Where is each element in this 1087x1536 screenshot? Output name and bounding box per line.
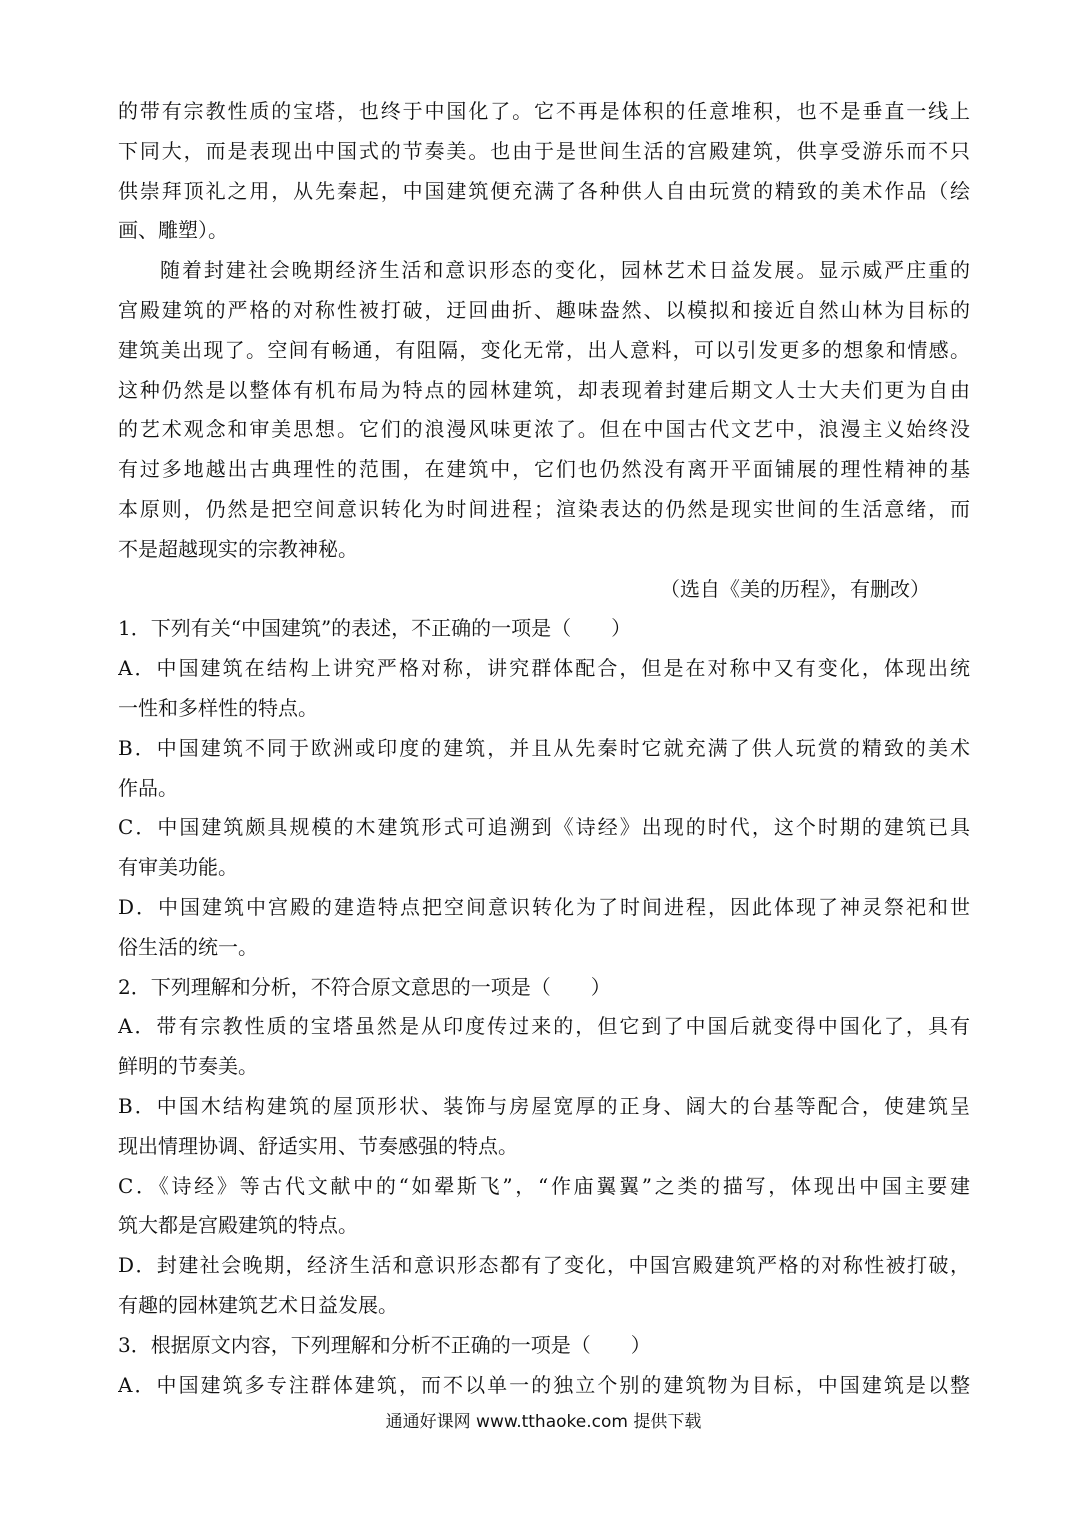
text-line: 的带有宗教性质的宝塔，也终于中国化了。它不再是体积的任意堆积，也不是垂直一线上 <box>118 99 970 123</box>
text-line: 供崇拜顶礼之用，从先秦起，中国建筑便充满了各种供人自由玩赏的精致的美术作品（绘 <box>118 178 970 203</box>
page-footer: 通通好课网 www.tthaoke.com 提供下载 <box>385 1412 702 1432</box>
text-line: 这种仍然是以整体有机布局为特点的园林建筑，却表现着封建后期文人士大夫们更为自由 <box>118 377 970 402</box>
text-line: 不是超越现实的宗教神秘。 <box>118 536 358 561</box>
option-b-cont: 作品。 <box>118 775 178 800</box>
option-d-cont: 俗生活的统一。 <box>118 934 258 959</box>
text-line: 下同大，而是表现出中国式的节奏美。也由于是世间生活的宫殿建筑，供享受游乐而不只 <box>118 138 970 163</box>
option-d-cont: 有趣的园林建筑艺术日益发展。 <box>118 1292 398 1317</box>
option-d: D．中国建筑中宫殿的建造特点把空间意识转化为了时间进程，因此体现了神灵祭祀和世 <box>118 894 970 919</box>
option-c-cont: 筑大都是宫殿建筑的特点。 <box>118 1213 358 1238</box>
option-c: C．中国建筑颇具规模的木建筑形式可追溯到《诗经》出现的时代，这个时期的建筑已具 <box>118 815 970 840</box>
option-a-cont: 鲜明的节奏美。 <box>118 1054 258 1079</box>
option-c-cont: 有审美功能。 <box>118 855 238 880</box>
question-stem: 3．根据原文内容，下列理解和分析不正确的一项是（ ） <box>118 1332 651 1357</box>
text-line: 宫殿建筑的严格的对称性被打破，迂回曲折、趣味盎然、以模拟和接近自然山林为目标的 <box>118 297 970 322</box>
text-line: 本原则，仍然是把空间意识转化为时间进程；渲染表达的仍然是现实世间的生活意绪，而 <box>118 496 970 521</box>
text-line: 建筑美出现了。空间有畅通，有阻隔，变化无常，出人意料，可以引发更多的想象和情感。 <box>118 337 970 362</box>
text-line: 画、雕塑）。 <box>118 218 228 243</box>
option-c: C．《诗经》等古代文献中的“如翚斯飞”，“作庙翼翼”之类的描写，体现出中国主要建 <box>118 1173 970 1198</box>
option-b: B．中国建筑不同于欧洲或印度的建筑，并且从先秦时它就充满了供人玩赏的精致的美术 <box>118 735 970 760</box>
question-stem: 1．下列有关“中国建筑”的表述，不正确的一项是（ ） <box>118 616 632 641</box>
question-stem: 2．下列理解和分析，不符合原文意思的一项是（ ） <box>118 974 611 999</box>
option-a: A．带有宗教性质的宝塔虽然是从印度传过来的，但它到了中国后就变得中国化了，具有 <box>118 1014 970 1039</box>
source-citation: （选自《美的历程》，有删改） <box>660 576 930 601</box>
option-b: B．中国木结构建筑的屋顶形状、装饰与房屋宽厚的正身、阔大的台基等配合，使建筑呈 <box>118 1093 970 1118</box>
text-line: 有过多地越出古典理性的范围，在建筑中，它们也仍然没有离开平面铺展的理性精神的基 <box>118 457 970 482</box>
text-line: 的艺术观念和审美思想。它们的浪漫风味更浓了。但在中国古代文艺中，浪漫主义始终没 <box>118 417 970 442</box>
option-a-cont: 一性和多样性的特点。 <box>118 695 318 720</box>
option-d: D．封建社会晚期，经济生活和意识形态都有了变化，中国宫殿建筑严格的对称性被打破， <box>118 1253 970 1278</box>
option-a: A．中国建筑多专注群体建筑，而不以单一的独立个别的建筑物为目标，中国建筑是以整 <box>118 1372 970 1397</box>
option-b-cont: 现出情理协调、舒适实用、节奏感强的特点。 <box>118 1133 518 1158</box>
option-a: A．中国建筑在结构上讲究严格对称，讲究群体配合，但是在对称中又有变化，体现出统 <box>118 656 970 681</box>
document-page <box>118 92 970 1405</box>
text-line: 随着封建社会晚期经济生活和意识形态的变化，园林艺术日益发展。显示威严庄重的 <box>160 258 970 283</box>
